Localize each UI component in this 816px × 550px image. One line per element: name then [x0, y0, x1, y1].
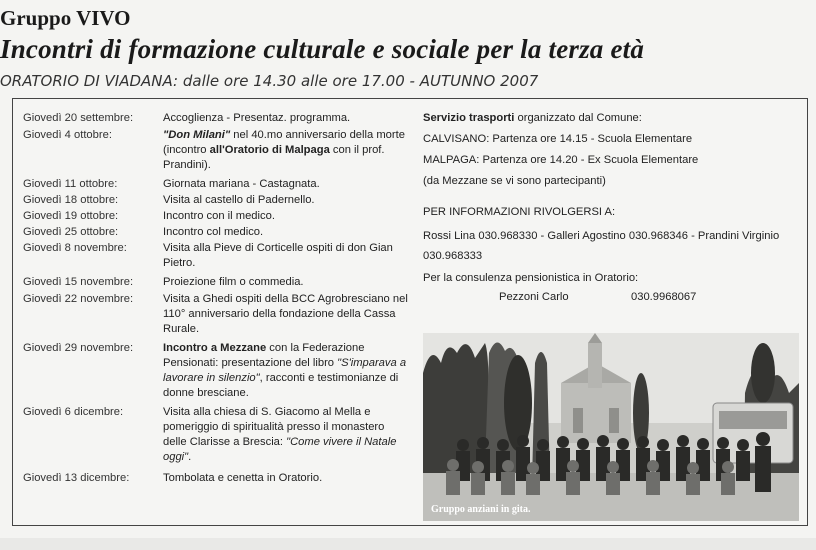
- program-date: Giovedì 11 ottobre:: [23, 178, 118, 190]
- program-date: Giovedì 20 settembre:: [23, 112, 134, 124]
- program-row: [23, 405, 411, 465]
- group-photo-image: [423, 333, 799, 521]
- program-desc: Tombolata e cenetta in Oratorio.: [163, 472, 323, 484]
- program-row: [23, 292, 411, 337]
- page-bottom-strip: [0, 538, 816, 550]
- program-desc: Accoglienza - Presentaz. programma.: [163, 112, 351, 124]
- program-date: Giovedì 15 novembre:: [23, 276, 134, 288]
- group-photo: [423, 333, 799, 521]
- pension-text: Per la consulenza pensionistica in Oratorio:: [423, 272, 639, 284]
- program-desc: Visita al castello di Padernello.: [163, 194, 315, 206]
- program-row: [23, 341, 411, 401]
- program-row: [23, 471, 411, 486]
- program-row: [23, 275, 411, 290]
- program-row: [23, 193, 411, 208]
- program-date: Giovedì 4 ottobre:: [23, 129, 112, 141]
- transport-note: (da Mezzane se vi sono partecipanti): [423, 175, 606, 187]
- program-desc: Proiezione film o commedia.: [163, 276, 304, 288]
- program-desc: Visita alla chiesa di S. Giacomo al Mella e pomeriggio di spiritualità presso il monastero delle Clarisse a Brescia: "Come vivere il Natale oggi".: [163, 406, 397, 463]
- program-date: Giovedì 25 ottobre:: [23, 226, 119, 238]
- program-desc: "Don Milani" nel 40.mo anniversario della morte (incontro all'Oratorio di Malpaga con il prof. Prandini).: [163, 129, 405, 171]
- program-desc: Incontro a Mezzane con la Federazione Pensionati: presentazione del libro "S'imparava a lavorare in silenzio", racconti e testimonianze di donne bresciane.: [163, 342, 407, 399]
- program-row: [23, 225, 411, 240]
- photo-caption: Gruppo anziani in gita.: [431, 504, 531, 515]
- program-date: Giovedì 8 novembre:: [23, 242, 127, 254]
- program-row: [23, 177, 411, 192]
- program-date: Giovedì 6 dicembre:: [23, 406, 124, 418]
- info-heading: PER INFORMAZIONI RIVOLGERSI A:: [423, 206, 616, 218]
- program-desc: Incontro col medico.: [163, 226, 264, 238]
- program-date: Giovedì 13 dicembre:: [23, 472, 130, 484]
- program-date: Giovedì 22 novembre:: [23, 293, 134, 305]
- pension-phone: 030.9968067: [631, 291, 697, 303]
- pension-contact: [423, 290, 803, 305]
- event-subtitle: Incontri di formazione culturale e sociale per la terza età: [0, 34, 645, 64]
- program-date: Giovedì 29 novembre:: [23, 342, 134, 354]
- transport-heading: Servizio trasporti organizzato dal Comune:: [423, 112, 642, 124]
- transport-line: MALPAGA: Partenza ore 14.20 - Ex Scuola Elementare: [423, 154, 699, 166]
- pension-name: Pezzoni Carlo: [499, 291, 569, 303]
- schedule-line: ORATORIO DI VIADANA: dalle ore 14.30 alle ore 17.00 - AUTUNNO 2007: [0, 72, 539, 90]
- group-title: Gruppo VIVO: [0, 6, 131, 30]
- program-desc: Incontro con il medico.: [163, 210, 275, 222]
- info-column: [423, 111, 803, 305]
- program-row: [23, 241, 411, 271]
- program-row: [23, 209, 411, 224]
- program-row: [23, 128, 411, 173]
- info-contacts: Rossi Lina 030.968330 - Galleri Agostino 030.968346 - Prandini Virginio 030.968333: [423, 230, 780, 262]
- program-date: Giovedì 18 ottobre:: [23, 194, 119, 206]
- program-date: Giovedì 19 ottobre:: [23, 210, 119, 222]
- program-row: [23, 111, 411, 126]
- program-desc: Giornata mariana - Castagnata.: [163, 178, 320, 190]
- program-desc: Visita a Ghedi ospiti della BCC Agrobresciano nel 110° anniversario della fondazione della Cassa Rurale.: [163, 293, 408, 335]
- transport-line: CALVISANO: Partenza ore 14.15 - Scuola Elementare: [423, 133, 693, 145]
- program-desc: Visita alla Pieve di Corticelle ospiti di don Gian Pietro.: [163, 242, 393, 269]
- content-frame: [12, 98, 808, 526]
- program-list: [23, 111, 411, 486]
